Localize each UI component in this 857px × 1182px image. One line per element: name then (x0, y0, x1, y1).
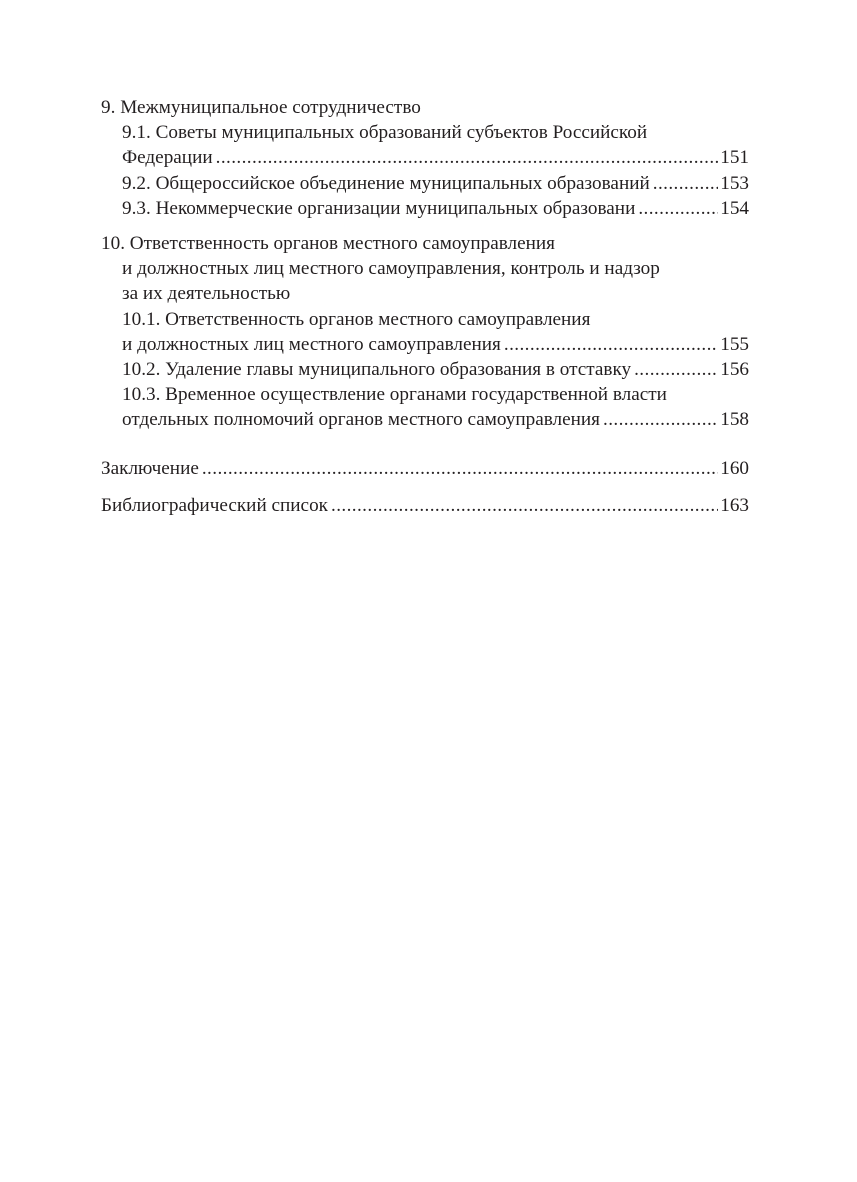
toc-entry-text: Библиографический список (101, 494, 328, 516)
toc-entry-text: 9.3. Некоммерческие организации муниципальных образовани (122, 197, 636, 219)
toc-entry-10-3 (101, 407, 749, 432)
toc-entry-10-1 (101, 332, 749, 357)
dot-leader (634, 357, 718, 382)
toc-page-number: 155 (720, 333, 749, 355)
toc-entry-text: 9.2. Общероссийское объединение муниципальных образований (122, 172, 650, 194)
dot-leader (653, 171, 718, 196)
toc-entry-text: Федерации (122, 147, 213, 169)
toc-page-number: 156 (720, 358, 749, 380)
toc-entry-10-3-line1 (101, 382, 749, 407)
toc-entry-10-1-line1 (101, 307, 749, 332)
toc-section-title: 9. Межмуниципальное сотрудничество (101, 97, 421, 118)
dot-leader (216, 145, 719, 170)
toc-entry-9-2 (101, 171, 749, 196)
spacer (101, 221, 749, 231)
toc-page-number: 151 (720, 147, 749, 169)
toc-entry-text: 10.1. Ответственность органов местного самоуправления (122, 308, 591, 330)
toc-section-10-title-line3 (101, 281, 749, 306)
table-of-contents (101, 95, 749, 518)
dot-leader (603, 407, 718, 432)
toc-section-10-title-line1 (101, 231, 749, 256)
toc-section-title: 10. Ответственность органов местного самоуправления (101, 232, 556, 254)
toc-entry-9-1 (101, 145, 749, 170)
toc-entry-text: 10.2. Удаление главы муниципального образования в отставку (122, 358, 632, 380)
toc-section-9-title (101, 95, 749, 120)
toc-section-10-title-line2 (101, 256, 749, 281)
toc-entry-text: 9.1. Советы муниципальных образований субъектов Российской (122, 122, 648, 144)
toc-entry-text: отдельных полномочий органов местного самоуправления (122, 409, 601, 431)
dot-leader (331, 493, 718, 518)
toc-page-number: 154 (720, 197, 749, 219)
toc-entry-9-3 (101, 196, 749, 221)
toc-entry-conclusion (101, 456, 749, 481)
toc-entry-10-2 (101, 357, 749, 382)
toc-entry-bibliography (101, 493, 749, 518)
toc-entry-text: и должностных лиц местного самоуправления (122, 333, 501, 355)
toc-section-title: за их деятельностью (122, 283, 291, 305)
toc-entry-9-1-line1 (101, 120, 749, 145)
dot-leader (202, 456, 718, 481)
toc-page-number: 153 (720, 172, 749, 194)
dot-leader (504, 332, 718, 357)
dot-leader (638, 196, 718, 221)
spacer (101, 482, 749, 493)
spacer (101, 432, 749, 456)
toc-page-number: 163 (720, 494, 749, 516)
toc-page-number: 158 (720, 409, 749, 431)
toc-entry-text: 10.3. Временное осуществление органами государственной власти (122, 384, 667, 406)
toc-entry-text: Заключение (101, 458, 199, 480)
toc-page-number: 160 (720, 458, 749, 480)
toc-section-title: и должностных лиц местного самоуправления, контроль и надзор (122, 258, 660, 280)
